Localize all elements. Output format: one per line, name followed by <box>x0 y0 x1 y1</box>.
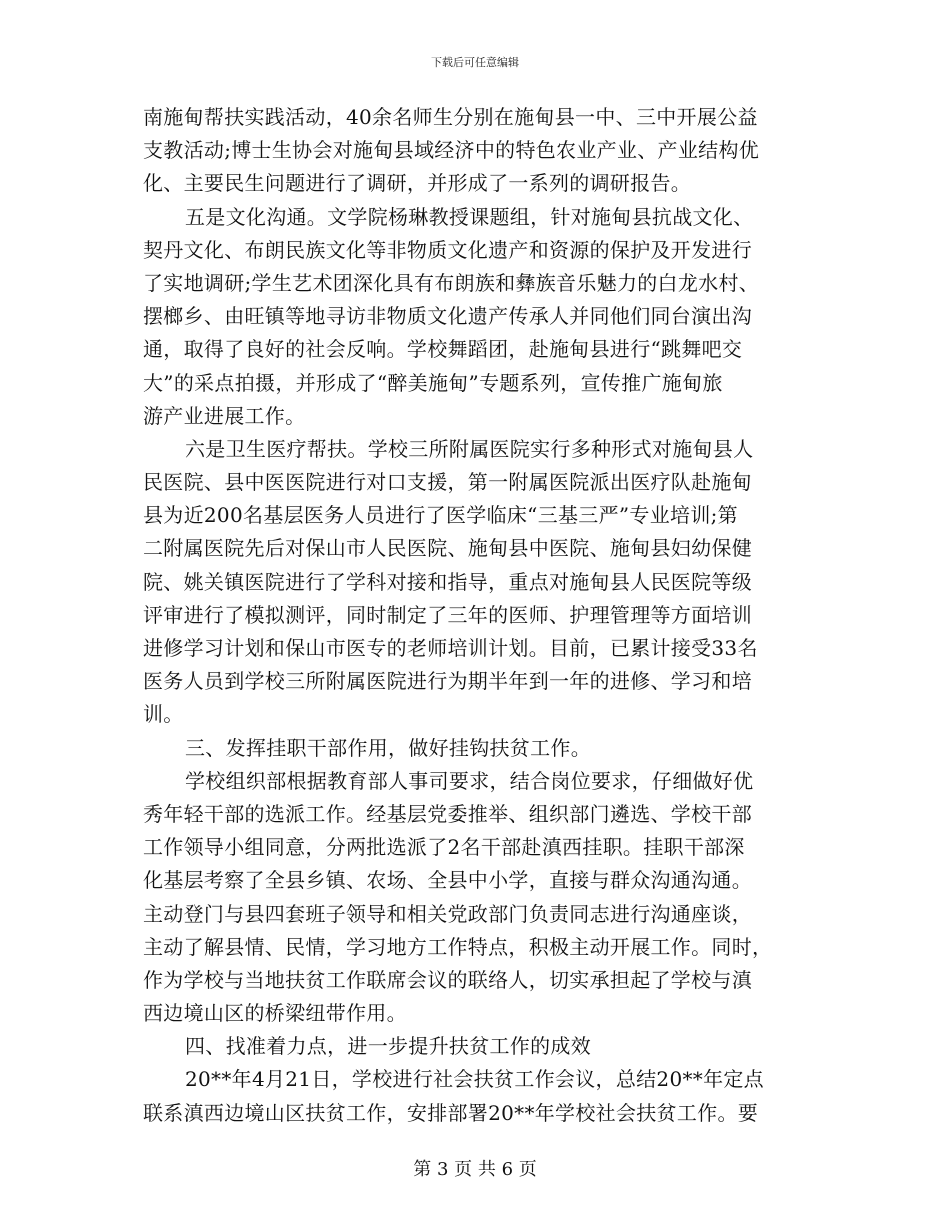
text-line: 院、姚关镇医院进行了学科对接和指导，重点对施甸县人民医院等级 <box>143 569 752 594</box>
text-line: 联系滇西边境山区扶贫工作，安排部署20**年学校社会扶贫工作。要 <box>143 1100 759 1125</box>
text-line: 游产业进展工作。 <box>143 403 306 428</box>
text-line: 秀年轻干部的选派工作。经基层党委推举、组织部门遴选、学校干部 <box>143 801 752 826</box>
text-line: 县为近200名基层医务人员进行了医学临床“三基三严”专业培训;第 <box>143 503 738 528</box>
text-line: 进修学习计划和保山市医专的老师培训计划。目前，已累计接受33名 <box>143 636 758 660</box>
body-text <box>143 101 813 1130</box>
paragraph-start-line: 学校组织部根据教育部人事司要求，结合岗位要求，仔细做好优 <box>185 768 754 793</box>
text-line: 化、主要民生问题进行了调研，并形成了一系列的调研报告。 <box>143 171 692 196</box>
text-line: 评审进行了模拟测评，同时制定了三年的医师、护理管理等方面培训 <box>143 602 752 627</box>
paragraph-start-line: 五是文化沟通。文学院杨琳教授课题组，针对施甸县抗战文化、 <box>185 204 754 229</box>
paragraph-start-line: 20**年4月21日，学校进行社会扶贫工作会议，总结20**年定点 <box>185 1067 764 1092</box>
text-line: 化基层考察了全县乡镇、农场、全县中小学，直接与群众沟通沟通。 <box>143 868 752 893</box>
text-line: 民医院、县中医医院进行对口支援，第一附属医院派出医疗队赴施甸 <box>143 470 752 495</box>
text-line: 医务人员到学校三所附属医院进行为期半年到一年的进修、学习和培 <box>143 669 752 694</box>
text-line: 了实地调研;学生艺术团深化具有布朗族和彝族音乐魅力的白龙水村、 <box>143 270 760 295</box>
text-line: 南施甸帮扶实践活动，40余名师生分别在施甸县一中、三中开展公益 <box>143 105 758 129</box>
section-heading: 三、发挥挂职干部作用，做好挂钩扶贫工作。 <box>185 735 591 760</box>
paragraph-start-line: 六是卫生医疗帮扶。学校三所附属医院实行多种形式对施甸县人 <box>185 436 754 461</box>
text-line: 二附属医院先后对保山市人民医院、施甸县中医院、施甸县妇幼保健 <box>143 536 752 561</box>
page-footer: 第 3 页 共 6 页 <box>413 1159 537 1180</box>
page-header: 下载后可任意编辑 <box>431 56 519 69</box>
text-line: 主动登门与县四套班子领导和相关党政部门负责同志进行沟通座谈， <box>143 901 752 926</box>
text-line: 支教活动;博士生协会对施甸县域经济中的特色农业产业、产业结构优 <box>143 138 760 163</box>
section-heading: 四、找准着力点，进一步提升扶贫工作的成效 <box>185 1034 591 1059</box>
text-line: 西边境山区的桥梁纽带作用。 <box>143 1001 407 1026</box>
text-line: 作为学校与当地扶贫工作联席会议的联络人，切实承担起了学校与滇 <box>143 967 752 992</box>
text-line: 工作领导小组同意，分两批选派了2名干部赴滇西挂职。挂职干部深 <box>143 835 745 860</box>
text-line: 主动了解县情、民情，学习地方工作特点，积极主动开展工作。同时， <box>143 934 773 959</box>
text-line: 通，取得了良好的社会反响。学校舞蹈团，赴施甸县进行“跳舞吧交 <box>143 337 743 362</box>
text-line: 大”的采点拍摄，并形成了“醉美施甸”专题系列，宣传推广施甸旅 <box>143 370 723 395</box>
text-line: 摆榔乡、由旺镇等地寻访非物质文化遗产传承人并同他们同台演出沟 <box>143 304 752 329</box>
text-line: 契丹文化、布朗民族文化等非物质文化遗产和资源的保护及开发进行 <box>143 237 752 262</box>
text-line: 训。 <box>143 702 184 727</box>
